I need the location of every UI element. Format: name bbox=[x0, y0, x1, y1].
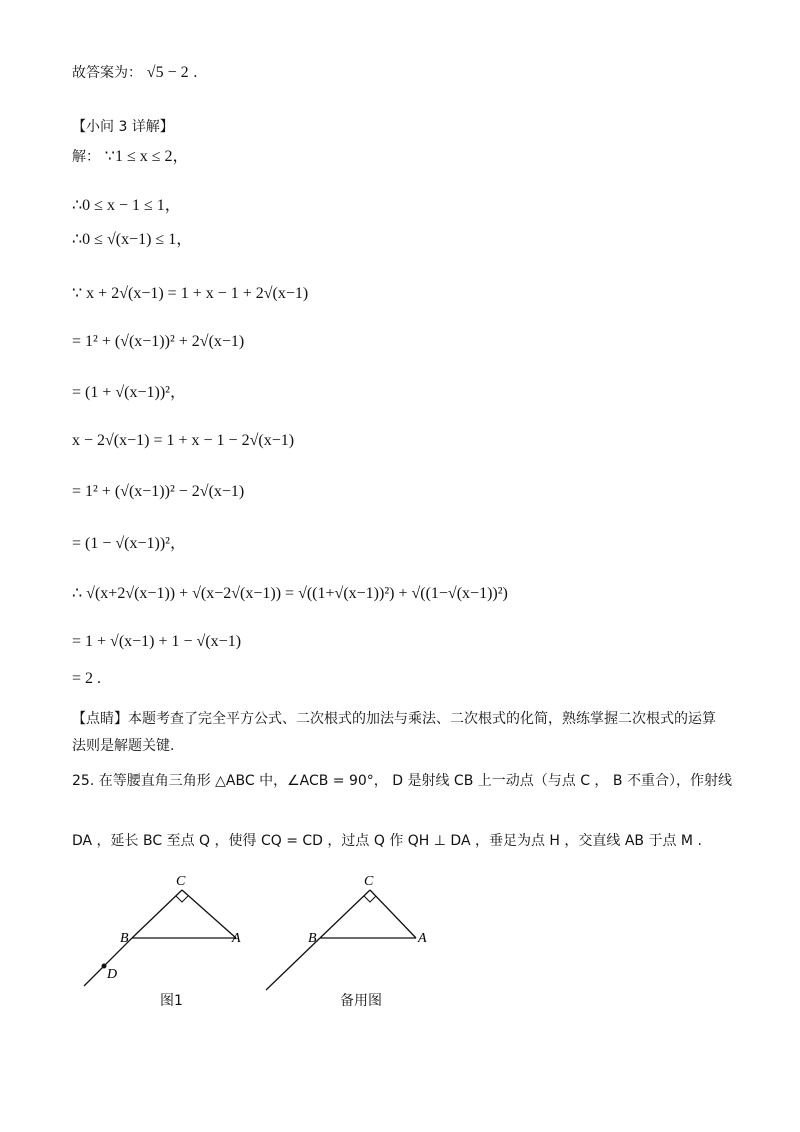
label-c: C bbox=[364, 874, 374, 889]
figure-2-caption: 备用图 bbox=[340, 993, 382, 1009]
label-b: B bbox=[120, 931, 129, 946]
solution-step-9: ∴ √(x+2√(x−1)) + √(x−2√(x−1)) = √((1+√(x−1))²) + √((1−√(x−1))²) bbox=[72, 585, 508, 602]
answer-suffix: . bbox=[193, 64, 198, 81]
segment-ca bbox=[370, 890, 416, 938]
segment-cb bbox=[132, 890, 182, 938]
segment-cb bbox=[320, 890, 370, 938]
label-a: A bbox=[232, 931, 241, 946]
comment-line-1: 【点睛】本题考查了完全平方公式、二次根式的加法与乘法、二次根式的化简，熟练掌握二次根式的运算 bbox=[72, 711, 716, 727]
label-a: A bbox=[418, 931, 427, 946]
solution-step-4: = 1² + (√(x−1))² + 2√(x−1) bbox=[72, 333, 245, 350]
label-d: D bbox=[107, 967, 118, 982]
step-text: ∵1 ≤ x ≤ 2， bbox=[104, 148, 189, 165]
solution-step-6: x − 2√(x−1) = 1 + x − 1 − 2√(x−1) bbox=[72, 432, 295, 449]
comment-line-2: 法则是解题关键. bbox=[72, 738, 175, 754]
solution-label: 解： bbox=[72, 149, 100, 165]
segment-ca bbox=[182, 890, 236, 938]
solution-step-8: = (1 − √(x−1))²， bbox=[72, 535, 186, 552]
answer-line bbox=[72, 62, 197, 82]
solution-step-2: ∴0 ≤ √(x−1) ≤ 1， bbox=[72, 231, 193, 248]
answer-prefix: 故答案为： bbox=[72, 65, 142, 81]
point-d bbox=[102, 964, 107, 969]
solution-step-0 bbox=[72, 143, 189, 166]
solution-step-11: = 2 . bbox=[72, 670, 102, 687]
label-b: B bbox=[308, 931, 317, 946]
right-angle-mark bbox=[364, 896, 376, 902]
solution-step-1: ∴0 ≤ x − 1 ≤ 1， bbox=[72, 197, 181, 214]
problem-line-2: DA ，延长 BC 至点 Q ，使得 CQ = CD ，过点 Q 作 QH ⊥ DA ，垂足为点 H ，交直线 AB 于点 M . bbox=[72, 833, 702, 849]
answer-expression: √5 − 2 bbox=[146, 64, 189, 81]
label-c: C bbox=[176, 874, 186, 889]
solution-step-10: = 1 + √(x−1) + 1 − √(x−1) bbox=[72, 633, 242, 650]
figure-1-caption: 图1 bbox=[160, 993, 183, 1009]
solution-step-7: = 1² + (√(x−1))² − 2√(x−1) bbox=[72, 483, 245, 500]
section-title: 【小问 3 详解】 bbox=[72, 119, 174, 135]
solution-step-3: ∵ x + 2√(x−1) = 1 + x − 1 + 2√(x−1) bbox=[72, 285, 309, 302]
problem-line-1: 25. 在等腰直角三角形 △ABC 中，∠ACB = 90°， D 是射线 CB 上一动点（与点 C ， B 不重合），作射线 bbox=[72, 773, 732, 789]
solution-step-5: = (1 + √(x−1))²， bbox=[72, 384, 186, 401]
right-angle-mark bbox=[176, 896, 188, 902]
